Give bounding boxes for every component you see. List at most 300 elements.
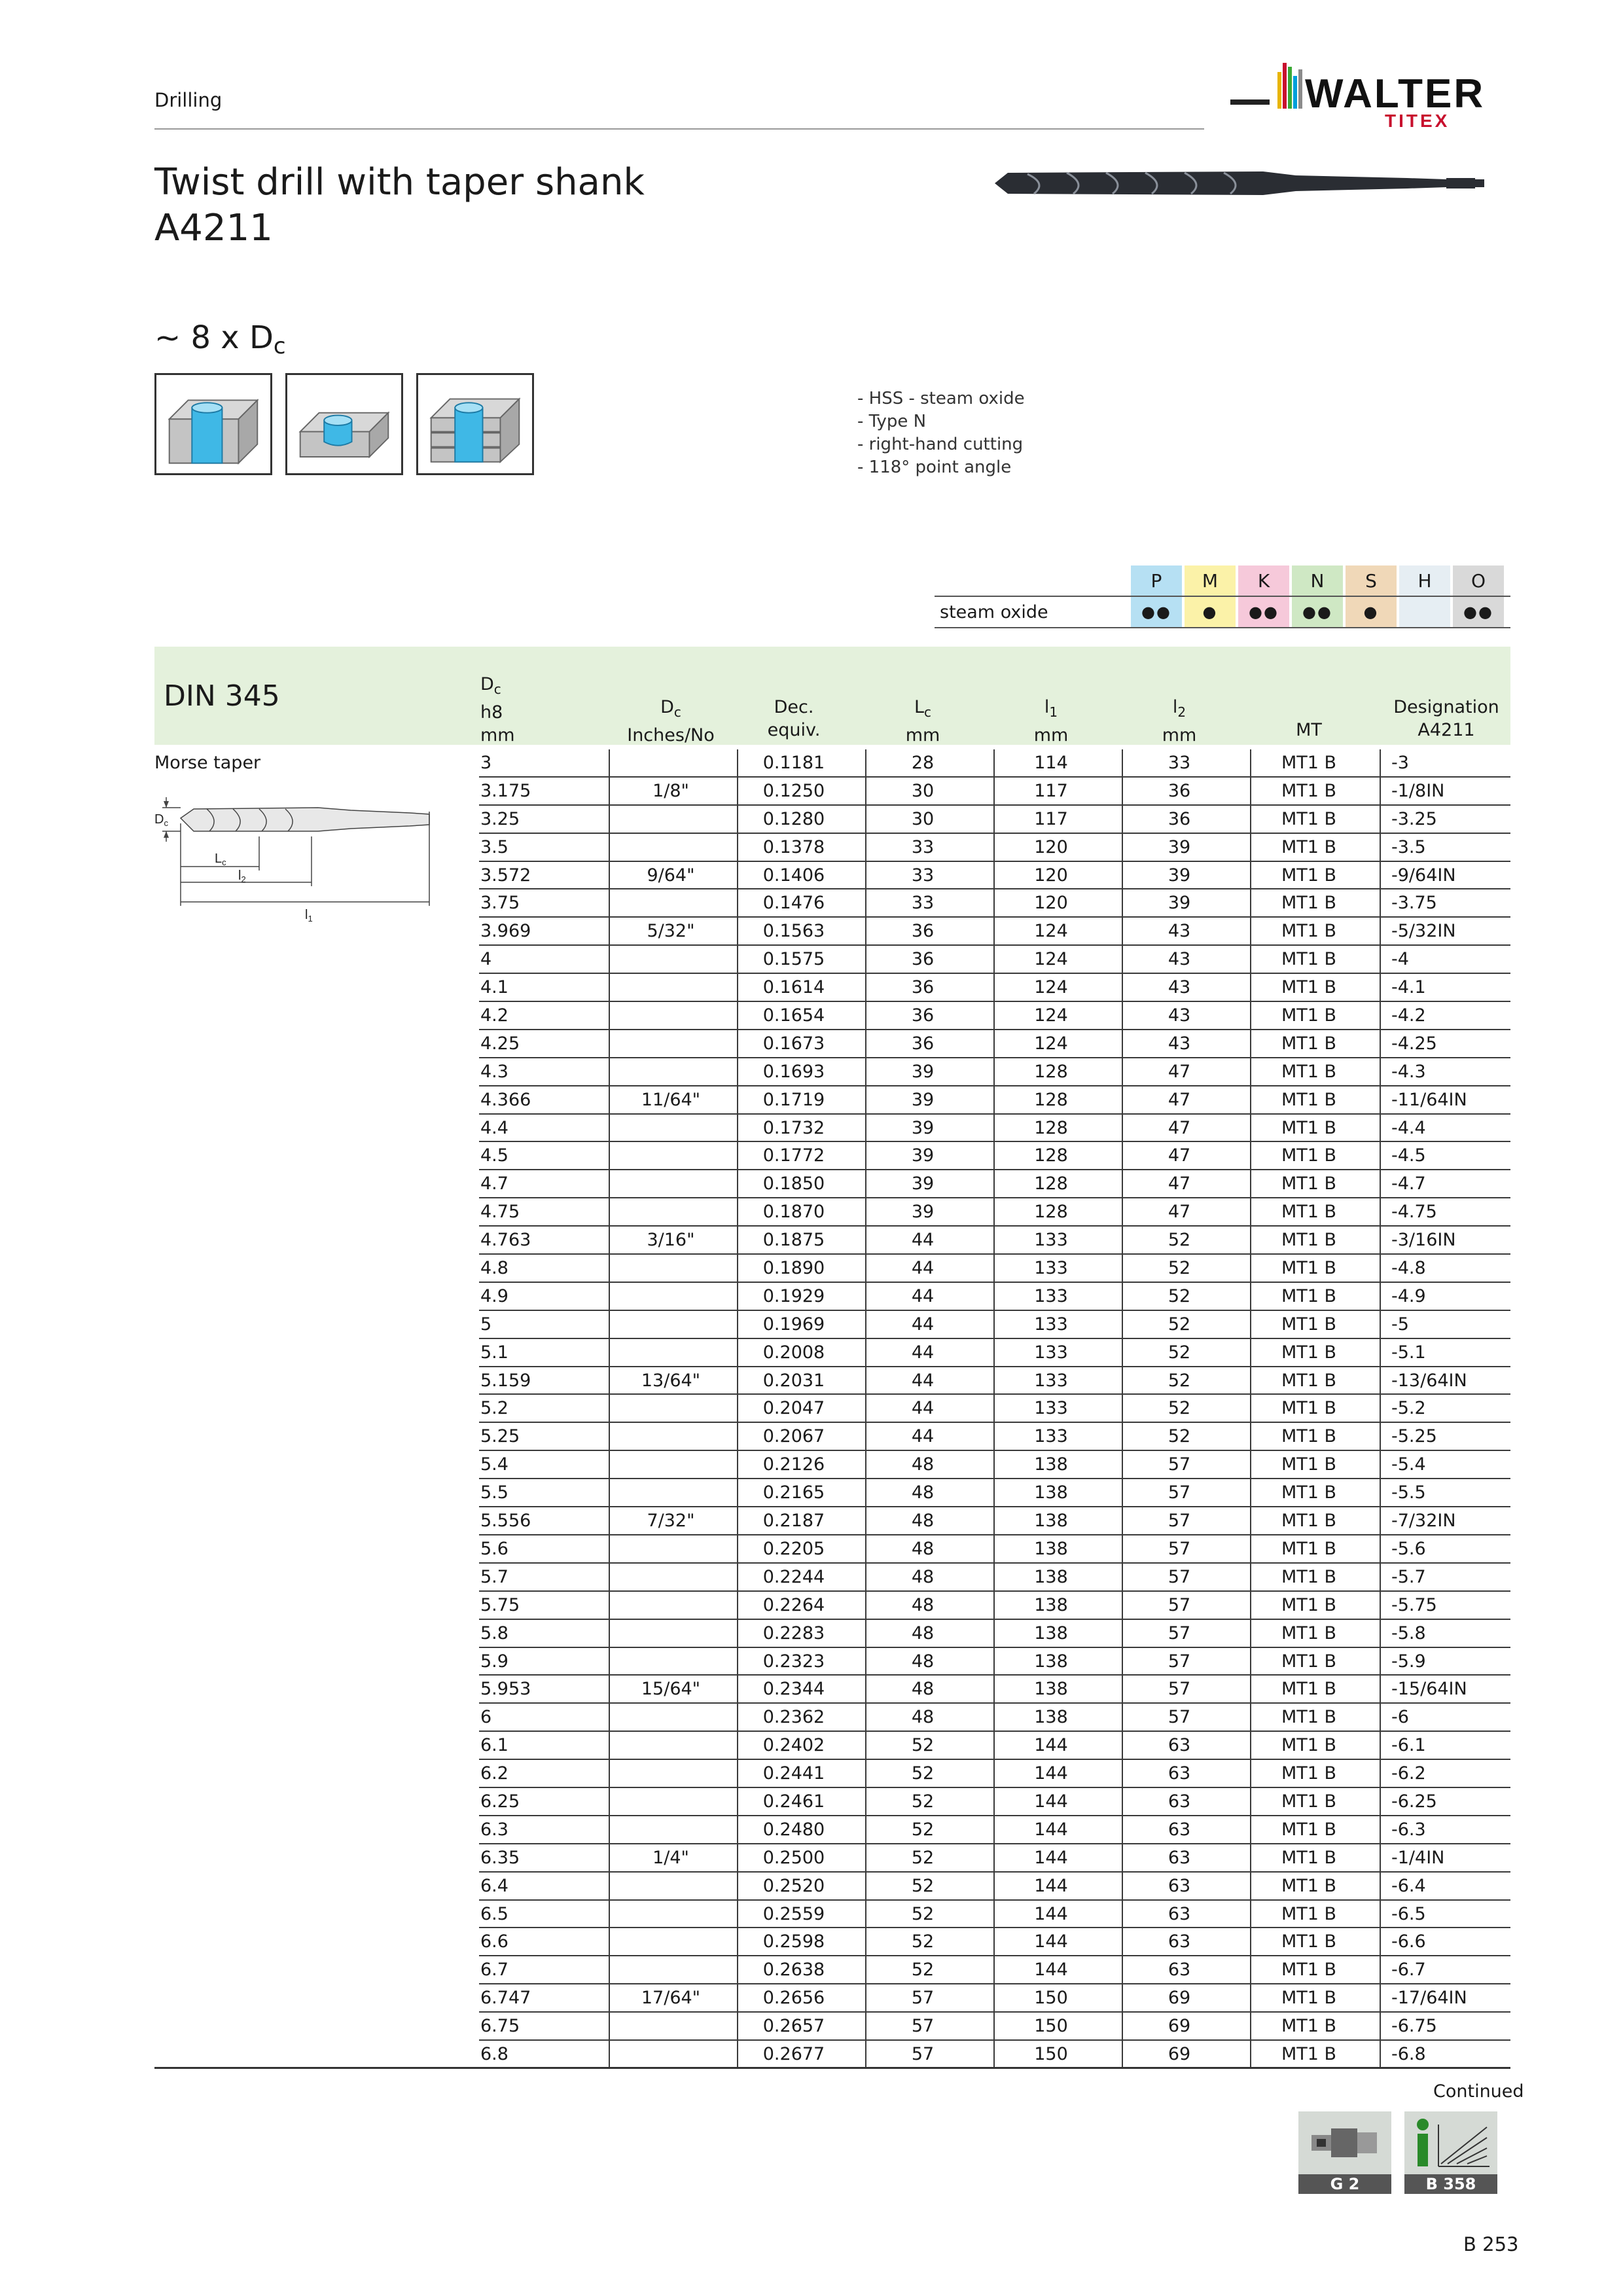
column-divider (865, 778, 866, 805)
cell-inch (615, 1423, 726, 1450)
column-divider (993, 1283, 995, 1310)
cell-l1: 138 (1034, 1679, 1068, 1700)
cell-mt: MT1 B (1281, 1033, 1337, 1054)
cell-designation: -5.4 (1391, 1454, 1426, 1475)
feature-item: - HSS - steam oxide (857, 389, 1025, 408)
cell-designation: -4.2 (1391, 1005, 1426, 1026)
column-divider (1380, 1816, 1381, 1844)
column-divider (609, 1451, 610, 1479)
table-row (479, 1283, 1510, 1311)
table-row (479, 1816, 1510, 1844)
table-row (479, 1507, 1510, 1535)
column-divider (865, 1535, 866, 1563)
cell-designation: -3/16IN (1391, 1230, 1456, 1251)
column-divider (1380, 1002, 1381, 1030)
cell-dc: 4.2 (480, 1005, 508, 1026)
column-divider (1380, 1479, 1381, 1507)
cell-inch (615, 889, 726, 917)
column-divider (993, 1479, 995, 1507)
column-divider (609, 1227, 610, 1254)
column-divider (993, 1928, 995, 1956)
column-divider (865, 1170, 866, 1198)
column-divider (1122, 1311, 1123, 1338)
cell-lc: 57 (911, 1988, 935, 2009)
column-divider (1380, 1367, 1381, 1395)
column-divider (1122, 1451, 1123, 1479)
cell-dc: 5.75 (480, 1594, 520, 1615)
cell-dc: 6.4 (480, 1875, 508, 1896)
column-divider (1250, 2041, 1251, 2068)
column-divider (993, 1086, 995, 1114)
column-divider (1250, 1620, 1251, 1647)
cell-inch: 9/64" (647, 865, 695, 886)
cell-mt: MT1 B (1281, 2043, 1337, 2064)
column-divider (1250, 1901, 1251, 1928)
cell-designation: -17/64IN (1391, 1988, 1467, 2009)
column-divider (1250, 778, 1251, 805)
cell-dc: 6.7 (480, 1960, 508, 1981)
column-divider (993, 1451, 995, 1479)
table-row (479, 1451, 1510, 1479)
cell-lc: 57 (911, 2043, 935, 2064)
column-divider (865, 1086, 866, 1114)
col-head-inch: $D_c$ Inches/No (627, 697, 715, 745)
column-divider (1250, 1058, 1251, 1086)
cell-l1: 133 (1034, 1285, 1068, 1306)
cell-lc: 36 (911, 1005, 935, 1026)
cell-dec: 0.2677 (762, 2043, 825, 2064)
feature-item: - right-hand cutting (857, 435, 1024, 454)
cell-l1: 138 (1034, 1566, 1068, 1587)
column-divider (1380, 1311, 1381, 1338)
blind-hole-icon (285, 373, 403, 475)
coating-label: steam oxide (940, 601, 1048, 622)
morse-taper-label: Morse taper (154, 753, 261, 773)
column-divider (865, 1283, 866, 1310)
cell-l1: 117 (1034, 780, 1068, 801)
through-hole-icon (154, 373, 272, 475)
cell-mt: MT1 B (1281, 1202, 1337, 1223)
column-divider (993, 1535, 995, 1563)
cell-l2: 63 (1168, 1763, 1191, 1784)
col-head-lc: $L_c$ mm (905, 697, 940, 745)
cell-lc: 52 (911, 1819, 935, 1840)
cell-dec: 0.2441 (762, 1763, 825, 1784)
column-divider (1250, 1395, 1251, 1422)
column-divider (1250, 918, 1251, 945)
cell-lc: 39 (911, 1174, 935, 1194)
column-divider (1122, 1283, 1123, 1310)
cell-dc: 5.6 (480, 1538, 508, 1559)
column-divider (865, 918, 866, 945)
cell-dc: 4.4 (480, 1117, 508, 1138)
column-divider (1250, 1984, 1251, 2012)
column-divider (609, 1115, 610, 1142)
column-divider (993, 1760, 995, 1787)
table-bottom-rule (154, 2067, 1510, 2069)
column-divider (609, 834, 610, 861)
column-divider (609, 1648, 610, 1676)
cell-mt: MT1 B (1281, 1005, 1337, 1026)
column-divider (1380, 1227, 1381, 1254)
cell-lc: 39 (911, 1145, 935, 1166)
table-row (479, 862, 1510, 890)
column-divider (865, 1142, 866, 1170)
cell-dc: 4.5 (480, 1145, 508, 1166)
cell-l2: 39 (1168, 893, 1191, 914)
column-divider (865, 1564, 866, 1591)
cell-l1: 144 (1034, 1819, 1068, 1840)
table-row (479, 1984, 1510, 2013)
column-divider (993, 1367, 995, 1395)
cell-l1: 138 (1034, 1651, 1068, 1672)
cell-inch (615, 1198, 726, 1226)
cell-l2: 57 (1168, 1707, 1191, 1728)
column-divider (609, 1901, 610, 1928)
column-divider (865, 1507, 866, 1535)
cell-inch (615, 1956, 726, 1984)
cell-l2: 39 (1168, 836, 1191, 857)
cell-dec: 0.2344 (762, 1679, 825, 1700)
cell-dec: 0.1575 (762, 949, 825, 970)
cell-l1: 128 (1034, 1089, 1068, 1110)
material-group-n: N (1292, 565, 1343, 596)
cell-inch (615, 1283, 726, 1310)
cell-inch (615, 806, 726, 833)
cell-mt: MT1 B (1281, 1342, 1337, 1363)
column-divider (1122, 1198, 1123, 1226)
cell-lc: 39 (911, 1202, 935, 1223)
cell-designation: -4.25 (1391, 1033, 1437, 1054)
cell-inch (615, 749, 726, 777)
cell-lc: 52 (911, 1960, 935, 1981)
ref-label-g2[interactable]: G 2 (1298, 2174, 1391, 2194)
table-row (479, 1142, 1510, 1170)
cell-l2: 63 (1168, 1875, 1191, 1896)
cell-inch (615, 1648, 726, 1676)
cell-mt: MT1 B (1281, 1960, 1337, 1981)
column-divider (1380, 1620, 1381, 1647)
cell-l2: 57 (1168, 1511, 1191, 1532)
column-divider (1380, 1564, 1381, 1591)
cell-l2: 69 (1168, 2016, 1191, 2037)
cell-inch (615, 1311, 726, 1338)
cell-lc: 48 (911, 1679, 935, 1700)
column-divider (865, 1704, 866, 1731)
cell-l1: 124 (1034, 949, 1068, 970)
column-divider (1380, 778, 1381, 805)
cell-lc: 52 (911, 1903, 935, 1924)
cell-l1: 124 (1034, 1005, 1068, 1026)
cell-l2: 63 (1168, 1819, 1191, 1840)
cell-designation: -6.5 (1391, 1903, 1426, 1924)
cell-l2: 52 (1168, 1230, 1191, 1251)
cell-inch (615, 1058, 726, 1086)
cell-mt: MT1 B (1281, 893, 1337, 914)
column-divider (1122, 1704, 1123, 1731)
cell-lc: 52 (911, 1763, 935, 1784)
cell-dc: 3.969 (480, 921, 531, 942)
cell-mt: MT1 B (1281, 977, 1337, 998)
cell-l1: 128 (1034, 1202, 1068, 1223)
cell-dc: 5.1 (480, 1342, 508, 1363)
column-divider (993, 1198, 995, 1226)
cell-dec: 0.2402 (762, 1735, 825, 1756)
cell-dc: 5.159 (480, 1370, 531, 1391)
column-divider (1250, 1732, 1251, 1759)
column-divider (1250, 749, 1251, 777)
column-divider (1250, 1086, 1251, 1114)
cell-dec: 0.1563 (762, 921, 825, 942)
cell-inch (615, 1002, 726, 1030)
column-divider (865, 946, 866, 973)
column-divider (609, 1170, 610, 1198)
column-divider (865, 1002, 866, 1030)
cell-designation: -15/64IN (1391, 1679, 1467, 1700)
cell-mt: MT1 B (1281, 1398, 1337, 1419)
cell-dec: 0.1850 (762, 1174, 825, 1194)
column-divider (865, 974, 866, 1001)
cell-dec: 0.1732 (762, 1117, 825, 1138)
cell-mt: MT1 B (1281, 1988, 1337, 2009)
cell-lc: 39 (911, 1117, 935, 1138)
column-divider (609, 862, 610, 889)
ref-label-b358[interactable]: B 358 (1404, 2174, 1497, 2194)
title-line-1: Twist drill with taper shank (154, 161, 645, 204)
cell-dec: 0.1673 (762, 1033, 825, 1054)
cell-l1: 138 (1034, 1538, 1068, 1559)
cell-inch (615, 1395, 726, 1422)
cell-l2: 52 (1168, 1258, 1191, 1279)
cell-lc: 44 (911, 1342, 935, 1363)
cell-dc: 3.75 (480, 893, 520, 914)
cell-l1: 128 (1034, 1117, 1068, 1138)
cell-l1: 124 (1034, 921, 1068, 942)
column-divider (609, 1142, 610, 1170)
column-divider (1122, 1507, 1123, 1535)
table-row (479, 1956, 1510, 1984)
cell-l2: 36 (1168, 808, 1191, 829)
column-divider (993, 1507, 995, 1535)
column-divider (1380, 1058, 1381, 1086)
table-row (479, 1198, 1510, 1227)
column-divider (1250, 1339, 1251, 1367)
cell-inch (615, 1928, 726, 1956)
cell-l2: 52 (1168, 1285, 1191, 1306)
column-divider (1250, 1760, 1251, 1787)
cell-dc: 6.25 (480, 1791, 520, 1812)
cell-l1: 138 (1034, 1482, 1068, 1503)
column-divider (993, 1788, 995, 1816)
cell-dec: 0.2559 (762, 1903, 825, 1924)
table-row (479, 1170, 1510, 1198)
cell-inch: 11/64" (641, 1089, 701, 1110)
column-divider (609, 1255, 610, 1282)
svg-text:Lc: $L_c$ (215, 852, 226, 867)
column-divider (1380, 1423, 1381, 1450)
cell-l2: 63 (1168, 1903, 1191, 1924)
column-divider (1122, 1788, 1123, 1816)
cell-dc: 6.2 (480, 1763, 508, 1784)
cell-mt: MT1 B (1281, 1819, 1337, 1840)
column-divider (1122, 1058, 1123, 1086)
column-divider (993, 862, 995, 889)
column-divider (1250, 1367, 1251, 1395)
column-divider (865, 1198, 866, 1226)
cell-lc: 52 (911, 1735, 935, 1756)
cell-inch: 1/4" (652, 1847, 689, 1868)
column-divider (993, 1873, 995, 1900)
cell-inch (615, 1255, 726, 1282)
column-divider (865, 806, 866, 833)
column-divider (993, 1648, 995, 1676)
cell-lc: 28 (911, 753, 935, 773)
column-divider (1122, 1592, 1123, 1619)
cell-mt: MT1 B (1281, 1285, 1337, 1306)
cell-l1: 120 (1034, 893, 1068, 914)
column-divider (993, 1002, 995, 1030)
cell-mt: MT1 B (1281, 1482, 1337, 1503)
cell-mt: MT1 B (1281, 753, 1337, 773)
cell-designation: -3.75 (1391, 893, 1437, 914)
cell-lc: 36 (911, 1033, 935, 1054)
cell-dc: 3.175 (480, 780, 531, 801)
cell-l1: 138 (1034, 1623, 1068, 1643)
table-row (479, 946, 1510, 974)
cell-lc: 33 (911, 836, 935, 857)
cell-l2: 63 (1168, 1791, 1191, 1812)
cell-mt: MT1 B (1281, 1061, 1337, 1082)
cell-l1: 144 (1034, 1960, 1068, 1981)
material-table-rule (935, 627, 1510, 628)
column-divider (609, 1732, 610, 1759)
column-divider (1380, 834, 1381, 861)
stacked-plates-icon (416, 373, 534, 475)
column-divider (1380, 889, 1381, 917)
column-divider (1380, 946, 1381, 973)
column-divider (1380, 1844, 1381, 1872)
cell-dc: 5.8 (480, 1623, 508, 1643)
cell-l1: 144 (1034, 1875, 1068, 1896)
column-divider (1122, 1760, 1123, 1787)
column-divider (1380, 1030, 1381, 1058)
column-divider (1380, 1507, 1381, 1535)
column-divider (1380, 918, 1381, 945)
column-divider (865, 1255, 866, 1282)
cell-designation: -3.25 (1391, 808, 1437, 829)
column-divider (609, 1928, 610, 1956)
column-divider (1380, 749, 1381, 777)
column-divider (1122, 1030, 1123, 1058)
material-group-p: P (1131, 565, 1182, 596)
suitability-h (1399, 597, 1450, 627)
cell-inch (615, 1873, 726, 1900)
material-group-h: H (1399, 565, 1450, 596)
column-divider (609, 2013, 610, 2040)
cell-l2: 52 (1168, 1342, 1191, 1363)
column-divider (1380, 1984, 1381, 2012)
cell-l2: 63 (1168, 1847, 1191, 1868)
cell-designation: -4.5 (1391, 1145, 1426, 1166)
cell-designation: -4.4 (1391, 1117, 1426, 1138)
cell-l2: 57 (1168, 1454, 1191, 1475)
column-divider (865, 1339, 866, 1367)
table-row (479, 2013, 1510, 2041)
table-row (479, 1873, 1510, 1901)
column-divider (609, 1620, 610, 1647)
column-divider (1122, 1816, 1123, 1844)
column-divider (1122, 1395, 1123, 1422)
column-divider (1250, 1227, 1251, 1254)
cell-l1: 138 (1034, 1511, 1068, 1532)
cell-l2: 57 (1168, 1538, 1191, 1559)
cell-inch (615, 1451, 726, 1479)
cell-lc: 39 (911, 1089, 935, 1110)
cell-designation: -5.8 (1391, 1623, 1426, 1643)
column-divider (609, 1002, 610, 1030)
column-divider (865, 749, 866, 777)
column-divider (1250, 1676, 1251, 1703)
column-divider (1380, 1115, 1381, 1142)
cell-mt: MT1 B (1281, 1875, 1337, 1896)
column-divider (993, 1816, 995, 1844)
cell-dec: 0.2362 (762, 1707, 825, 1728)
cell-lc: 30 (911, 780, 935, 801)
cell-l1: 133 (1034, 1314, 1068, 1335)
cell-dec: 0.2244 (762, 1566, 825, 1587)
suitability-m: ● (1185, 597, 1236, 627)
cell-l2: 69 (1168, 1988, 1191, 2009)
column-divider (609, 1564, 610, 1591)
column-divider (1380, 1760, 1381, 1787)
cell-l2: 47 (1168, 1202, 1191, 1223)
cell-l1: 144 (1034, 1791, 1068, 1812)
column-divider (865, 1620, 866, 1647)
column-divider (1250, 1873, 1251, 1900)
cell-designation: -5.7 (1391, 1566, 1426, 1587)
cell-mt: MT1 B (1281, 1903, 1337, 1924)
col-head-dec: Dec. equiv. (767, 697, 821, 740)
column-divider (609, 749, 610, 777)
column-divider (993, 1564, 995, 1591)
cell-mt: MT1 B (1281, 808, 1337, 829)
cell-dec: 0.2500 (762, 1847, 825, 1868)
cell-dc: 6.747 (480, 1988, 531, 2009)
table-row (479, 1788, 1510, 1816)
column-divider (1250, 1030, 1251, 1058)
suitability-p: ●● (1131, 597, 1182, 627)
column-divider (1122, 1227, 1123, 1254)
walter-titex-logo (1230, 60, 1518, 132)
cell-dc: 6.35 (480, 1847, 520, 1868)
col-head-dc: $D_c$ h8 mm (480, 674, 515, 745)
cell-l2: 69 (1168, 2043, 1191, 2064)
cell-dc: 5.5 (480, 1482, 508, 1503)
cell-inch (615, 1535, 726, 1563)
cell-l1: 150 (1034, 2016, 1068, 2037)
column-divider (1380, 1255, 1381, 1282)
column-divider (609, 1816, 610, 1844)
column-divider (865, 1984, 866, 2012)
cell-designation: -1/4IN (1391, 1847, 1445, 1868)
column-divider (609, 1479, 610, 1507)
suitability-k: ●● (1238, 597, 1289, 627)
cell-l1: 133 (1034, 1370, 1068, 1391)
cell-mt: MT1 B (1281, 1426, 1337, 1447)
cell-inch: 13/64" (641, 1370, 701, 1391)
column-divider (1122, 1479, 1123, 1507)
cell-dec: 0.2047 (762, 1398, 825, 1419)
